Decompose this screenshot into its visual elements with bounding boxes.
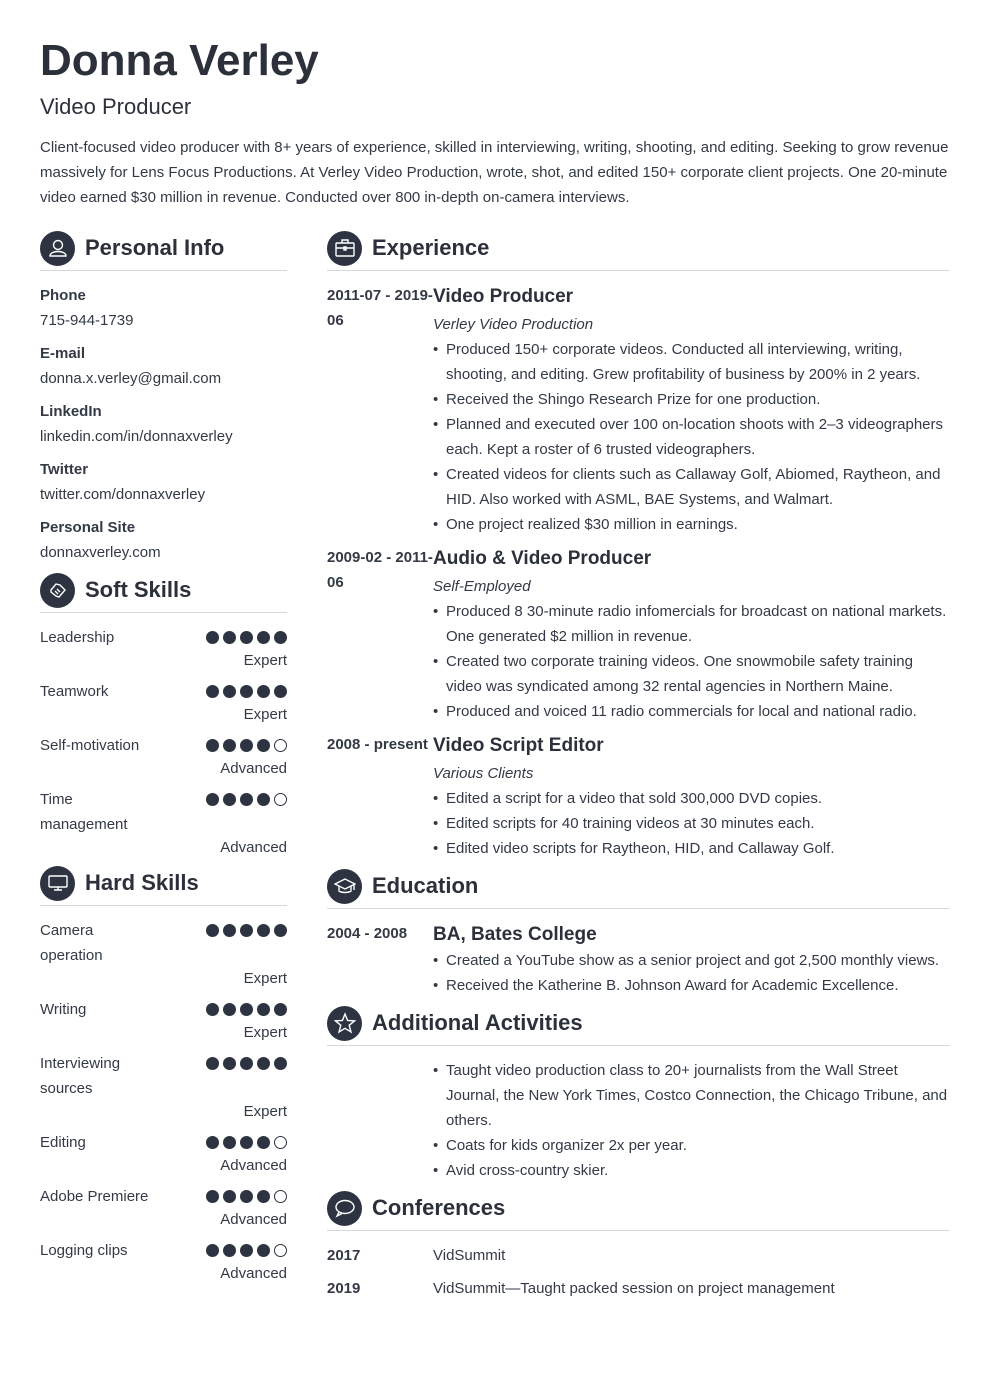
entry-bullets (433, 599, 950, 724)
section-title: Additional Activities (372, 1010, 583, 1035)
empty-dot-icon (274, 793, 287, 806)
info-label: LinkedIn (40, 403, 102, 420)
skill-name: Camera operation (40, 922, 103, 964)
skill-rating (206, 1184, 287, 1209)
skill-rating (206, 1051, 287, 1101)
filled-dot-icon (240, 1190, 253, 1203)
info-value: donna.x.verley@gmail.com (40, 370, 222, 387)
empty-dot-icon (274, 1190, 287, 1203)
skill-level: Advanced (220, 1157, 287, 1174)
filled-dot-icon (206, 631, 219, 644)
bullet-item: • Created two corporate training videos. One snowmobile safety training video was syndicated among 32 rental agencies in Northern Maine. (433, 649, 950, 699)
bullet-item: • Produced 8 30-minute radio infomercials for broadcast on national markets. One generated $2 million in revenue. (433, 599, 950, 649)
conference-name: VidSummit—Taught packed session on project management (433, 1280, 835, 1297)
section-title: Education (372, 873, 479, 898)
entry (327, 545, 950, 724)
filled-dot-icon (206, 739, 219, 752)
info-value: donnaxverley.com (40, 544, 161, 561)
entry-title: BA, Bates College (433, 924, 597, 945)
bullet-item: • Produced 150+ corporate videos. Conducted all interviewing, writing, shooting, and editing. Grew profitability of business by 200% in 2 years. (433, 337, 950, 387)
empty-dot-icon (274, 1244, 287, 1257)
filled-dot-icon (240, 1003, 253, 1016)
entry-title: Video Script Editor (433, 735, 604, 756)
activities-entry (327, 1058, 950, 1183)
skill-name: Self-motivation (40, 737, 140, 754)
filled-dot-icon (223, 631, 236, 644)
skill-row (40, 1238, 287, 1263)
bullet-item: • Avid cross-country skier. (433, 1158, 950, 1183)
skill-name: Logging clips (40, 1242, 128, 1259)
skill-name: Interviewing sources (40, 1055, 121, 1097)
bullet-item: • Received the Shingo Research Prize for one production. (433, 387, 950, 412)
skill-level: Expert (243, 1103, 287, 1120)
filled-dot-icon (223, 1003, 236, 1016)
filled-dot-icon (257, 685, 270, 698)
info-value: twitter.com/donnaxverley (40, 486, 206, 503)
skill-rating (206, 1130, 287, 1155)
entry (327, 921, 950, 998)
entry-body (433, 283, 950, 537)
skill-name: Writing (40, 1001, 87, 1018)
skill-row (40, 787, 287, 837)
skill-level: Advanced (220, 839, 287, 856)
entry-bullets (433, 948, 950, 998)
skill-rating (206, 997, 287, 1022)
skill-name: Editing (40, 1134, 86, 1151)
skill-level: Advanced (220, 760, 287, 777)
info-label: Personal Site (40, 519, 136, 536)
section-soft-skills (40, 573, 287, 613)
filled-dot-icon (257, 1190, 270, 1203)
speech-bubble-icon (327, 1191, 362, 1226)
filled-dot-icon (240, 1244, 253, 1257)
skill-row (40, 918, 287, 968)
skill-rating (206, 918, 287, 968)
filled-dot-icon (206, 1057, 219, 1070)
skill-rating (206, 625, 287, 650)
skill-row (40, 1130, 287, 1155)
info-label: Twitter (40, 461, 89, 478)
filled-dot-icon (223, 1057, 236, 1070)
filled-dot-icon (257, 1136, 270, 1149)
summary: Client-focused video producer with 8+ years of experience, skilled in interviewing, writing, shooting, and editing. Seeking to grow revenue massively for Lens Focus Productions. At Verley Video Production, wrote, shot, and edited 150+ corporate client projects. One 20-minute video earned $30 million in revenue. Conducted over 800 in-depth on-camera interviews. (40, 139, 949, 206)
graduation-cap-icon (327, 869, 362, 904)
bullet-item: • Received the Katherine B. Johnson Award for Academic Excellence. (433, 973, 950, 998)
skill-rating (206, 679, 287, 704)
candidate-role: Video Producer (40, 94, 192, 119)
entry-date: 2008 - present (327, 736, 428, 753)
filled-dot-icon (206, 1136, 219, 1149)
entry-bullets (433, 337, 950, 537)
filled-dot-icon (240, 1057, 253, 1070)
conference-year: 2019 (327, 1280, 361, 1297)
left-column (40, 231, 287, 1292)
info-value: 715-944-1739 (40, 312, 134, 329)
skill-name: Time management (40, 791, 128, 833)
entry-title: Video Producer (433, 286, 574, 307)
briefcase-icon (327, 231, 362, 266)
filled-dot-icon (223, 1190, 236, 1203)
skill-name: Leadership (40, 629, 115, 646)
bullet-item: • Edited video scripts for Raytheon, HID, and Callaway Golf. (433, 836, 950, 861)
filled-dot-icon (206, 793, 219, 806)
filled-dot-icon (257, 1244, 270, 1257)
skill-level: Advanced (220, 1211, 287, 1228)
filled-dot-icon (240, 739, 253, 752)
section-hard-skills (40, 866, 287, 906)
handshake-icon (40, 573, 75, 608)
info-label: Phone (40, 287, 86, 304)
entry-date: 2004 - 2008 (327, 925, 408, 942)
conference-name: VidSummit (433, 1247, 506, 1264)
bullet-item: • Planned and executed over 100 on-location shoots with 2–3 videographers each. Kept a roster of 6 trusted videographers. (433, 412, 950, 462)
entry-date: 2009-02 - 2011-06 (327, 549, 433, 591)
bullet-item: • Created a YouTube show as a senior project and got 2,500 monthly views. (433, 948, 950, 973)
filled-dot-icon (240, 793, 253, 806)
conference-row (327, 1276, 950, 1301)
empty-dot-icon (274, 739, 287, 752)
filled-dot-icon (257, 793, 270, 806)
filled-dot-icon (274, 1003, 287, 1016)
filled-dot-icon (257, 739, 270, 752)
candidate-name: Donna Verley (40, 36, 319, 85)
filled-dot-icon (206, 685, 219, 698)
filled-dot-icon (240, 631, 253, 644)
filled-dot-icon (274, 924, 287, 937)
filled-dot-icon (240, 1136, 253, 1149)
skill-row (40, 997, 287, 1022)
monitor-icon (40, 866, 75, 901)
section-personal-info (40, 231, 287, 271)
skill-level: Expert (243, 970, 287, 987)
skill-level: Expert (243, 652, 287, 669)
conference-row (327, 1243, 950, 1268)
bullet-item: • One project realized $30 million in earnings. (433, 512, 950, 537)
entry (327, 283, 950, 537)
filled-dot-icon (274, 685, 287, 698)
filled-dot-icon (206, 1244, 219, 1257)
filled-dot-icon (223, 793, 236, 806)
skill-row (40, 1051, 287, 1101)
filled-dot-icon (206, 1003, 219, 1016)
filled-dot-icon (223, 685, 236, 698)
info-value: linkedin.com/in/donnaxverley (40, 428, 233, 445)
entry-organization: Verley Video Production (433, 316, 594, 333)
filled-dot-icon (206, 924, 219, 937)
bullet-item: • Created videos for clients such as Callaway Golf, Abiomed, Raytheon, and HID. Also worked with ASML, BAE Systems, and Walmart. (433, 462, 950, 512)
entry-date: 2011-07 - 2019-06 (327, 287, 433, 329)
filled-dot-icon (223, 924, 236, 937)
person-icon (40, 231, 75, 266)
filled-dot-icon (257, 924, 270, 937)
entry-organization: Various Clients (433, 765, 534, 782)
section-education (327, 869, 950, 909)
skill-rating (206, 787, 287, 837)
skill-name: Adobe Premiere (40, 1188, 149, 1205)
entry-body (433, 921, 950, 998)
filled-dot-icon (240, 685, 253, 698)
entry-organization: Self-Employed (433, 578, 531, 595)
filled-dot-icon (257, 1003, 270, 1016)
skill-row (40, 733, 287, 758)
bullet-item: • Taught video production class to 20+ journalists from the Wall Street Journal, the New York Times, Costco Connection, the Chicago Tribune, and others. (433, 1058, 950, 1133)
bullet-item: • Edited scripts for 40 training videos at 30 minutes each. (433, 811, 950, 836)
section-title: Experience (372, 235, 490, 260)
skill-level: Expert (243, 706, 287, 723)
filled-dot-icon (274, 631, 287, 644)
bullet-item: • Produced and voiced 11 radio commercials for local and national radio. (433, 699, 950, 724)
filled-dot-icon (223, 1244, 236, 1257)
section-experience (327, 231, 950, 271)
entry-body (433, 545, 950, 724)
filled-dot-icon (206, 1190, 219, 1203)
info-label: E-mail (40, 345, 86, 362)
filled-dot-icon (223, 739, 236, 752)
conference-year: 2017 (327, 1247, 361, 1264)
bullet-item: • Coats for kids organizer 2x per year. (433, 1133, 950, 1158)
entry-body (433, 732, 950, 861)
filled-dot-icon (257, 631, 270, 644)
skill-level: Expert (243, 1024, 287, 1041)
filled-dot-icon (274, 1057, 287, 1070)
skill-name: Teamwork (40, 683, 109, 700)
section-title: Hard Skills (85, 870, 199, 895)
section-title: Conferences (372, 1195, 506, 1220)
entry-title: Audio & Video Producer (433, 548, 652, 569)
section-title: Soft Skills (85, 577, 192, 602)
skill-rating (206, 733, 287, 758)
section-conferences (327, 1191, 950, 1231)
bullet-item: • Edited a script for a video that sold 300,000 DVD copies. (433, 786, 950, 811)
empty-dot-icon (274, 1136, 287, 1149)
entry (327, 732, 950, 861)
skill-row (40, 1184, 287, 1209)
right-column (327, 231, 950, 1309)
filled-dot-icon (257, 1057, 270, 1070)
skill-row (40, 625, 287, 650)
section-activities (327, 1006, 950, 1046)
section-title: Personal Info (85, 235, 225, 260)
skill-rating (206, 1238, 287, 1263)
skill-level: Advanced (220, 1265, 287, 1282)
star-icon (327, 1006, 362, 1041)
filled-dot-icon (240, 924, 253, 937)
skill-row (40, 679, 287, 704)
filled-dot-icon (223, 1136, 236, 1149)
entry-bullets (433, 786, 950, 861)
